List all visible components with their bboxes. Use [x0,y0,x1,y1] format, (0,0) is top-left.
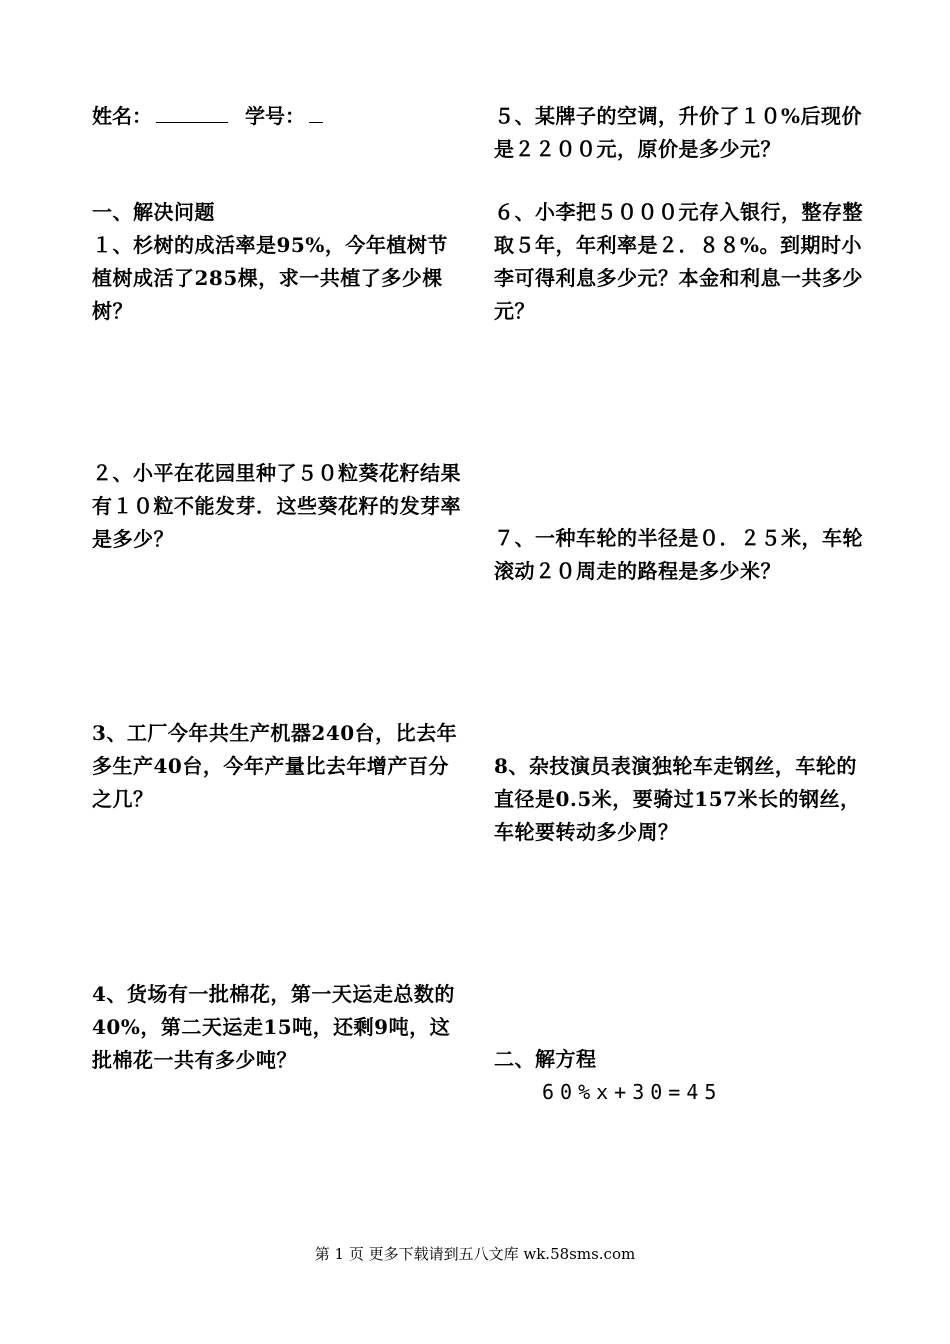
student-id-blank[interactable] [309,102,323,123]
question-1: １、杉树的成活率是95%，今年植树节植树成活了285棵，求一共植了多少棵树？ [92,233,448,323]
name-label: 姓名： [92,104,152,128]
section-title-equations: 二、解方程 [494,1047,597,1071]
question-4: 4、货场有一批棉花，第一天运走总数的40%，第二天运走15吨，还剩9吨，这批棉花一共有多少吨？ [92,982,455,1072]
name-blank[interactable] [156,102,228,123]
section-title-problems: 一、解决问题 [92,200,215,224]
question-8: 8、杂技演员表演独轮车走钢丝，车轮的直径是0.5米，要骑过157米长的钢丝，车轮要转动多少周？ [494,754,861,844]
question-5: ５、某牌子的空调，升价了１０%后现价是２２００元，原价是多少元？ [494,104,863,161]
equation: 60%x+30=45 [542,1080,723,1104]
question-3: 3、工厂今年共生产机器240台，比去年多生产40台，今年产量比去年增产百分之几？ [92,721,458,811]
question-7: ７、一种车轮的半径是０．２５米，车轮滚动２０周走的路程是多少米？ [494,526,863,583]
question-6: ６、小李把５０００元存入银行，整存整取５年，年利率是２．８８%。到期时小李可得利息多少元？本金和利息一共多少元？ [494,200,863,323]
student-id-label: 学号： [244,104,305,128]
student-info-line [92,100,462,133]
page-footer: 第 1 页 更多下载请到五八文库 wk.58sms.com [314,1245,636,1263]
question-2: ２、小平在花园里种了５０粒葵花籽结果有１０粒不能发芽．这些葵花籽的发芽率是多少？ [92,461,461,551]
